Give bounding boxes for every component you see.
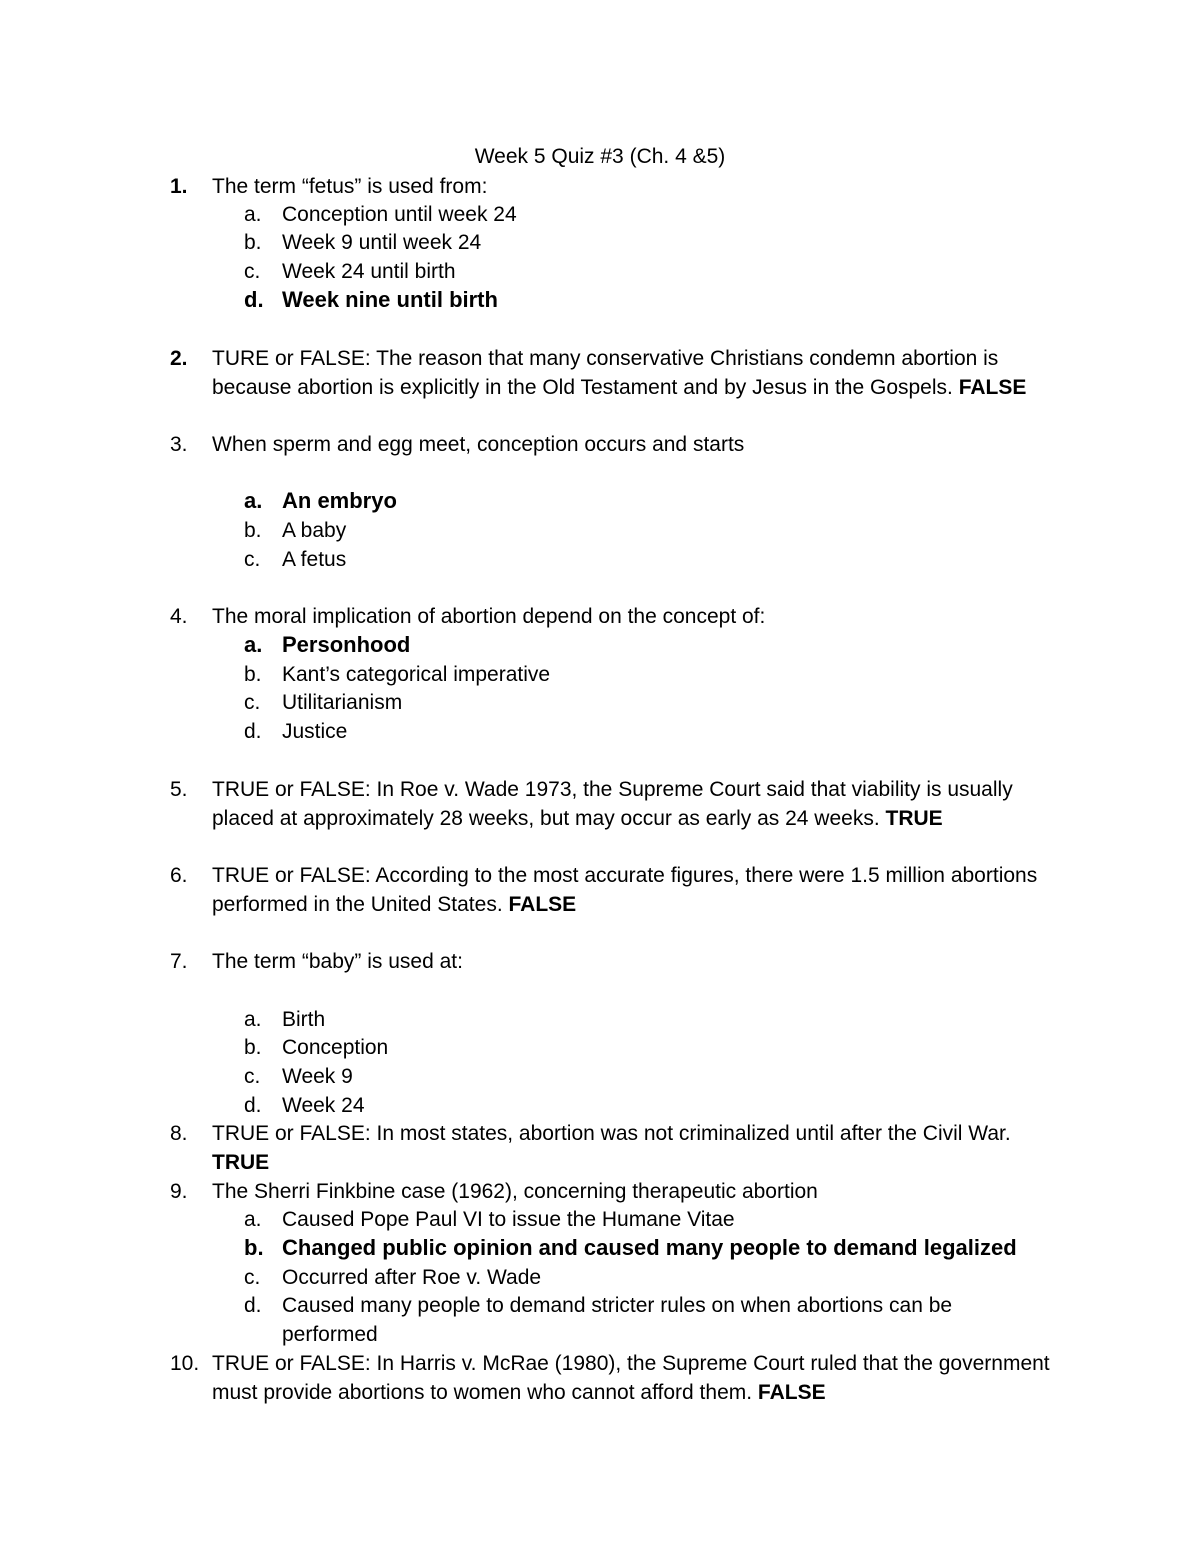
option-text: Occurred after Roe v. Wade	[282, 1266, 542, 1289]
answer-label: FALSE	[757, 1381, 826, 1404]
question-text: The moral implication of abortion depend on the concept of:	[212, 605, 766, 628]
option-text: Kant’s categorical imperative	[282, 663, 551, 686]
option-text: Week 24	[282, 1094, 365, 1117]
question-4	[170, 602, 1070, 631]
question-text: The term “baby” is used at:	[212, 950, 463, 973]
option-1d-answer	[244, 285, 1064, 314]
question-8	[170, 1119, 1070, 1177]
option-letter: b.	[244, 1235, 264, 1260]
option-text: An embryo	[282, 488, 397, 513]
option-9a	[244, 1205, 1064, 1234]
option-9d	[244, 1291, 1064, 1349]
option-7d	[244, 1091, 1064, 1120]
question-number: 7.	[170, 950, 188, 973]
question-number: 2.	[170, 347, 188, 370]
option-text: Personhood	[282, 632, 411, 657]
option-letter: b.	[244, 663, 262, 686]
question-10	[170, 1349, 1070, 1407]
option-text: Week 9	[282, 1065, 353, 1088]
question-1	[170, 172, 1070, 201]
option-9b-answer	[244, 1233, 1064, 1262]
question-number: 5.	[170, 778, 188, 801]
option-text-continued: performed	[282, 1323, 378, 1346]
question-number: 4.	[170, 605, 188, 628]
question-text: The term “fetus” is used from:	[212, 175, 488, 198]
option-letter: d.	[244, 720, 262, 743]
question-number: 10.	[170, 1352, 200, 1375]
option-letter: d.	[244, 1294, 262, 1317]
question-text: The Sherri Finkbine case (1962), concerning therapeutic abortion	[212, 1180, 818, 1203]
question-number: 9.	[170, 1180, 188, 1203]
option-letter: c.	[244, 1065, 261, 1088]
option-text: Birth	[282, 1008, 326, 1031]
option-7b	[244, 1033, 1064, 1062]
option-text: Caused many people to demand stricter rules on when abortions can be	[282, 1294, 953, 1317]
option-3c	[244, 545, 1064, 574]
question-9	[170, 1177, 1070, 1206]
option-1a	[244, 200, 1064, 229]
option-text: Caused Pope Paul VI to issue the Humane Vitae	[282, 1208, 735, 1231]
question-text-line: placed at approximately 28 weeks, but may occur as early as 24 weeks.	[212, 807, 880, 830]
question-6	[170, 861, 1070, 919]
answer-label: TRUE	[885, 807, 943, 830]
option-text: Utilitarianism	[282, 691, 403, 714]
option-text: Week nine until birth	[282, 287, 498, 312]
quiz-title: Week 5 Quiz #3 (Ch. 4 &5)	[474, 145, 726, 168]
option-letter: a.	[244, 1208, 262, 1231]
question-2	[170, 344, 1070, 402]
option-1b	[244, 228, 1064, 257]
option-text: Week 24 until birth	[282, 260, 456, 283]
option-text: Justice	[282, 720, 348, 743]
option-1c	[244, 257, 1064, 286]
option-letter: b.	[244, 1036, 262, 1059]
option-letter: a.	[244, 1008, 262, 1031]
option-text: Changed public opinion and caused many people to demand legalized	[282, 1235, 1017, 1260]
option-4c	[244, 688, 1064, 717]
option-text: A baby	[282, 519, 347, 542]
answer-label: FALSE	[508, 893, 577, 916]
question-number: 6.	[170, 864, 188, 887]
option-9c	[244, 1263, 1064, 1292]
question-text-line: performed in the United States.	[212, 893, 503, 916]
option-letter: c.	[244, 1266, 261, 1289]
option-letter: d.	[244, 287, 264, 312]
question-text-line: TRUE or FALSE: According to the most accurate figures, there were 1.5 million abortions	[212, 864, 1038, 887]
option-letter: d.	[244, 1094, 262, 1117]
option-letter: b.	[244, 231, 262, 254]
question-text-line: TURE or FALSE: The reason that many conservative Christians condemn abortion is	[212, 347, 999, 370]
option-text: Conception	[282, 1036, 389, 1059]
option-letter: c.	[244, 260, 261, 283]
question-number: 8.	[170, 1122, 188, 1145]
option-letter: a.	[244, 632, 263, 657]
option-letter: a.	[244, 488, 263, 513]
option-letter: a.	[244, 203, 262, 226]
option-text: A fetus	[282, 548, 347, 571]
option-4a-answer	[244, 630, 1064, 659]
question-3	[170, 430, 1070, 459]
question-number: 3.	[170, 433, 188, 456]
question-number: 1.	[170, 175, 188, 198]
option-3a-answer	[244, 486, 1064, 515]
option-7a	[244, 1005, 1064, 1034]
question-text: When sperm and egg meet, conception occurs and starts	[212, 433, 745, 456]
option-text: Week 9 until week 24	[282, 231, 482, 254]
question-text-line: TRUE or FALSE: In most states, abortion was not criminalized until after the Civil War.	[212, 1122, 1011, 1145]
option-4d	[244, 717, 1064, 746]
option-3b	[244, 516, 1064, 545]
option-text: Conception until week 24	[282, 203, 517, 226]
answer-label: FALSE	[958, 376, 1027, 399]
option-letter: c.	[244, 691, 261, 714]
option-letter: c.	[244, 548, 261, 571]
question-5	[170, 775, 1070, 833]
question-text-line: TRUE or FALSE: In Harris v. McRae (1980), the Supreme Court ruled that the government	[212, 1352, 1050, 1375]
option-7c	[244, 1062, 1064, 1091]
option-letter: b.	[244, 519, 262, 542]
answer-label: TRUE	[212, 1151, 270, 1174]
question-text-line: TRUE or FALSE: In Roe v. Wade 1973, the Supreme Court said that viability is usually	[212, 778, 1013, 801]
question-7	[170, 947, 1070, 976]
option-4b	[244, 660, 1064, 689]
question-text-line: must provide abortions to women who cannot afford them.	[212, 1381, 753, 1404]
question-text-line: because abortion is explicitly in the Old Testament and by Jesus in the Gospels.	[212, 376, 953, 399]
